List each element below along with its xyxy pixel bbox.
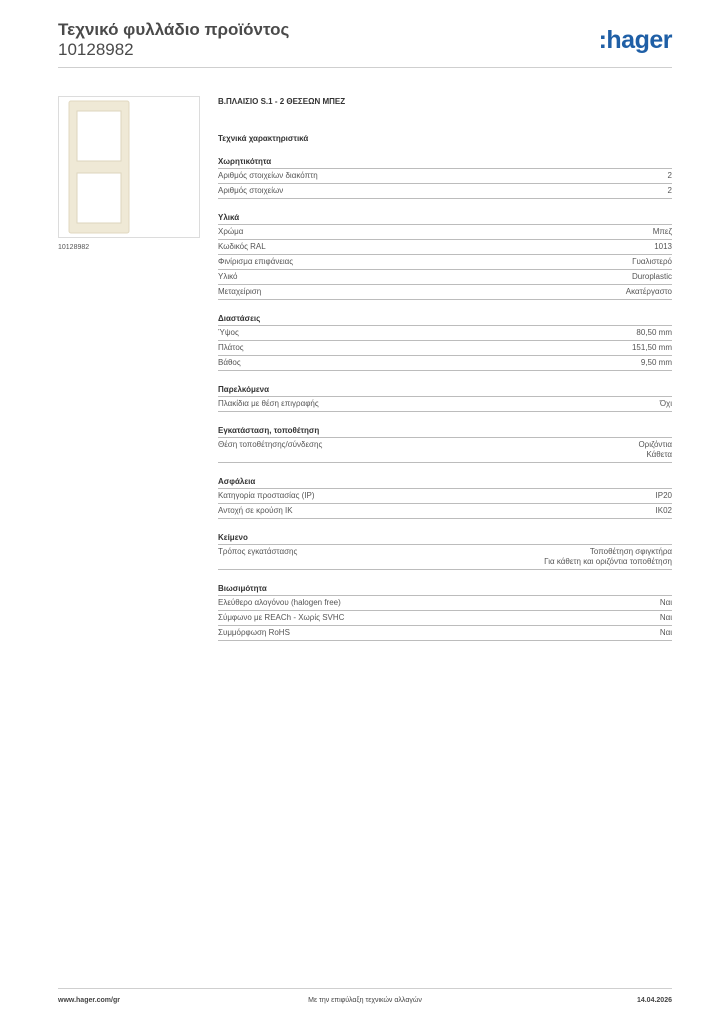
spec-value-line: Όχι <box>659 399 672 408</box>
spec-section <box>218 314 672 371</box>
footer-website: www.hager.com/gr <box>58 997 120 1004</box>
spec-row <box>218 225 672 240</box>
spec-section <box>218 157 672 199</box>
footer-date: 14.04.2026 <box>636 997 672 1004</box>
spec-value-line: IK02 <box>655 506 672 515</box>
spec-row <box>218 504 672 519</box>
tech-characteristics-heading: Τεχνικά χαρακτηριστικά <box>218 134 309 143</box>
spec-value-line: 151,50 mm <box>631 343 672 352</box>
spec-section <box>218 385 672 412</box>
section-title: Ασφάλεια <box>218 477 672 489</box>
spec-row <box>218 611 672 626</box>
spec-label: Συμμόρφωση RoHS <box>218 628 290 637</box>
spec-value-line: Duroplastic <box>631 272 672 281</box>
spec-value-line: 2 <box>667 186 672 195</box>
section-title: Παρελκόμενα <box>218 385 672 397</box>
spec-sections <box>218 157 672 641</box>
spec-row <box>218 596 672 611</box>
spec-value <box>660 613 672 623</box>
spec-value-line: Τοποθέτηση σφιγκτήρα <box>589 547 672 556</box>
spec-value-line: Ναι <box>659 613 672 622</box>
document-code: 10128982 <box>58 40 134 59</box>
spec-row <box>218 285 672 300</box>
spec-value-line: 1013 <box>654 242 672 251</box>
spec-row <box>218 270 672 285</box>
spec-section <box>218 477 672 519</box>
spec-value <box>626 287 672 297</box>
spec-label: Αντοχή σε κρούση IK <box>218 506 293 515</box>
spec-value <box>636 328 672 338</box>
product-name: Β.ΠΛΑΙΣΙΟ S.1 - 2 ΘΕΣΕΩΝ ΜΠΕΖ <box>218 97 346 106</box>
spec-value-line: Οριζόντια <box>638 440 672 449</box>
spec-section <box>218 213 672 300</box>
section-title: Εγκατάσταση, τοποθέτηση <box>218 426 672 438</box>
product-image <box>58 96 200 238</box>
header <box>58 20 289 60</box>
spec-value-line: 9,50 mm <box>640 358 672 367</box>
spec-label: Ύψος <box>218 328 239 337</box>
logo-text: hager <box>606 26 672 54</box>
spec-label: Πλάτος <box>218 343 244 352</box>
section-title: Χωρητικότητα <box>218 157 672 169</box>
spec-value-line: 80,50 mm <box>636 328 672 337</box>
spec-value <box>656 491 672 501</box>
spec-label: Τρόπος εγκατάστασης <box>218 547 298 556</box>
spec-label: Βάθος <box>218 358 241 367</box>
spec-label: Υλικό <box>218 272 238 281</box>
spec-row <box>218 438 672 463</box>
section-title: Κείμενο <box>218 533 672 545</box>
image-code: 10128982 <box>58 244 90 251</box>
spec-section <box>218 533 672 570</box>
spec-label: Πλακίδια με θέση επιγραφής <box>218 399 319 408</box>
spec-value-line: Ναι <box>659 628 672 637</box>
spec-value <box>660 399 672 409</box>
spec-value-line: Ναι <box>659 598 672 607</box>
spec-label: Μεταχείριση <box>218 287 262 296</box>
section-title: Διαστάσεις <box>218 314 672 326</box>
spec-label: Αριθμός στοιχείων <box>218 186 284 195</box>
spec-label: Κατηγορία προστασίας (IP) <box>218 491 315 500</box>
spec-value <box>632 257 672 267</box>
spec-row <box>218 626 672 641</box>
spec-value <box>632 272 672 282</box>
spec-value <box>654 242 672 252</box>
spec-row <box>218 489 672 504</box>
spec-value-line: Γυαλιστερό <box>632 257 672 266</box>
header-divider <box>58 67 672 68</box>
footer-divider <box>58 988 672 989</box>
double-frame-icon <box>59 97 199 237</box>
spec-value <box>641 358 672 368</box>
spec-value <box>544 547 672 567</box>
spec-value <box>668 186 672 196</box>
spec-value-line: Ακατέργαστο <box>625 287 672 296</box>
spec-value <box>656 506 672 516</box>
spec-row <box>218 545 672 570</box>
spec-value-line: IP20 <box>655 491 672 500</box>
spec-label: Φινίρισμα επιφάνειας <box>218 257 294 266</box>
document-title: Τεχνικό φυλλάδιο προϊόντος <box>58 20 290 39</box>
spec-label: Χρώμα <box>218 227 244 236</box>
spec-value <box>660 598 672 608</box>
spec-value-line: Για κάθετη και οριζόντια τοποθέτηση <box>544 557 672 566</box>
spec-section <box>218 426 672 463</box>
spec-row <box>218 255 672 270</box>
spec-label: Σύμφωνο με REACh - Χωρίς SVHC <box>218 613 345 622</box>
spec-value <box>632 343 672 353</box>
section-title: Βιωσιμότητα <box>218 584 672 596</box>
footer-note: Με την επιφύλαξη τεχνικών αλλαγών <box>308 997 422 1004</box>
spec-value <box>653 227 672 237</box>
spec-section <box>218 584 672 641</box>
spec-row <box>218 184 672 199</box>
spec-value-line: Κάθετα <box>646 450 672 459</box>
spec-value-line: Μπεζ <box>652 227 672 236</box>
spec-row <box>218 169 672 184</box>
spec-value <box>638 440 672 460</box>
spec-row <box>218 397 672 412</box>
spec-label: Θέση τοποθέτησης/σύνδεσης <box>218 440 323 449</box>
hager-logo: :hager <box>598 26 672 54</box>
spec-label: Ελεύθερο αλογόνου (halogen free) <box>218 598 341 607</box>
spec-value <box>660 628 672 638</box>
spec-row <box>218 341 672 356</box>
spec-label: Κωδικός RAL <box>218 242 266 251</box>
spec-label: Αριθμός στοιχείων διακόπτη <box>218 171 318 180</box>
spec-content <box>218 97 672 641</box>
spec-row <box>218 326 672 341</box>
spec-row <box>218 240 672 255</box>
spec-value-line: 2 <box>667 171 672 180</box>
section-title: Υλικά <box>218 213 672 225</box>
spec-row <box>218 356 672 371</box>
spec-value <box>668 171 672 181</box>
